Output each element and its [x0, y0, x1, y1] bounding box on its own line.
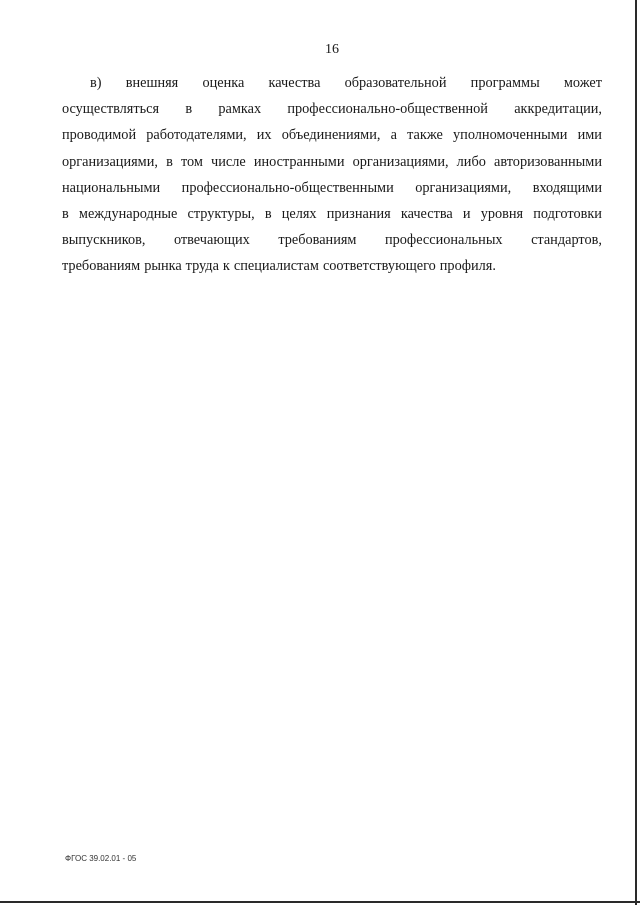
text-line	[62, 122, 602, 148]
word: организациями,	[415, 179, 512, 196]
word: авторизованными	[494, 153, 602, 170]
word: программы	[470, 75, 540, 91]
word: осуществляться	[62, 101, 160, 118]
text-line	[62, 149, 602, 175]
word: может	[563, 75, 602, 91]
word: в	[166, 153, 173, 170]
page-number: 16	[325, 42, 339, 57]
word: отвечающих	[173, 232, 250, 249]
word: в)	[90, 75, 102, 91]
word: рынка	[144, 258, 182, 275]
word: соответствующего	[322, 258, 436, 275]
word: уполномоченными	[453, 127, 568, 144]
word: ими	[577, 127, 602, 144]
word: рамках	[218, 101, 262, 118]
word: внешняя	[125, 75, 179, 91]
word: признания	[326, 205, 391, 222]
word: объединениями,	[281, 127, 381, 144]
word: в	[264, 205, 272, 222]
word: том	[180, 153, 203, 170]
word: работодателями,	[146, 127, 247, 144]
text-line	[62, 70, 602, 96]
word: уровня	[480, 205, 524, 222]
document-code: ФГОС 39.02.01 - 05	[65, 854, 137, 863]
word: требованиям	[278, 232, 357, 249]
word: труда	[185, 258, 219, 275]
word: подготовки	[533, 205, 602, 222]
word: также	[407, 127, 443, 144]
word: профиля.	[439, 258, 496, 275]
word: и	[462, 205, 471, 222]
scan-edge-bottom	[0, 901, 640, 903]
word: входящими	[532, 179, 602, 196]
word: целях	[281, 205, 317, 222]
word: качества	[400, 205, 453, 222]
word: профессионально-общественными	[181, 179, 394, 196]
text-line	[62, 227, 602, 253]
text-line	[62, 96, 602, 122]
word: организациями,	[352, 153, 449, 170]
word: либо	[456, 153, 486, 170]
word: выпускников,	[62, 232, 146, 249]
word: национальными	[62, 179, 161, 196]
word: профессионально-общественной	[287, 101, 488, 118]
word: качества	[268, 75, 321, 91]
text-line	[62, 175, 602, 201]
word: организациями,	[62, 153, 158, 170]
word: требованиям	[62, 258, 141, 275]
text-line	[62, 253, 602, 279]
word: в	[185, 101, 193, 118]
scan-edge-right	[635, 0, 637, 905]
word: в	[62, 205, 69, 222]
word: к	[222, 258, 230, 275]
paragraph-v	[62, 70, 602, 280]
word: международные	[78, 205, 178, 222]
word: стандартов,	[531, 232, 602, 249]
word: оценка	[202, 75, 245, 91]
word: профессиональных	[384, 232, 503, 249]
word: аккредитации,	[514, 101, 602, 118]
word: проводимой	[62, 127, 137, 144]
word: их	[256, 127, 272, 144]
text-line	[62, 201, 602, 227]
word: а	[390, 127, 397, 144]
word: числе	[211, 153, 246, 170]
word: структуры,	[187, 205, 255, 222]
word: иностранными	[253, 153, 345, 170]
word: образовательной	[344, 75, 447, 91]
word: специалистам	[233, 258, 319, 275]
